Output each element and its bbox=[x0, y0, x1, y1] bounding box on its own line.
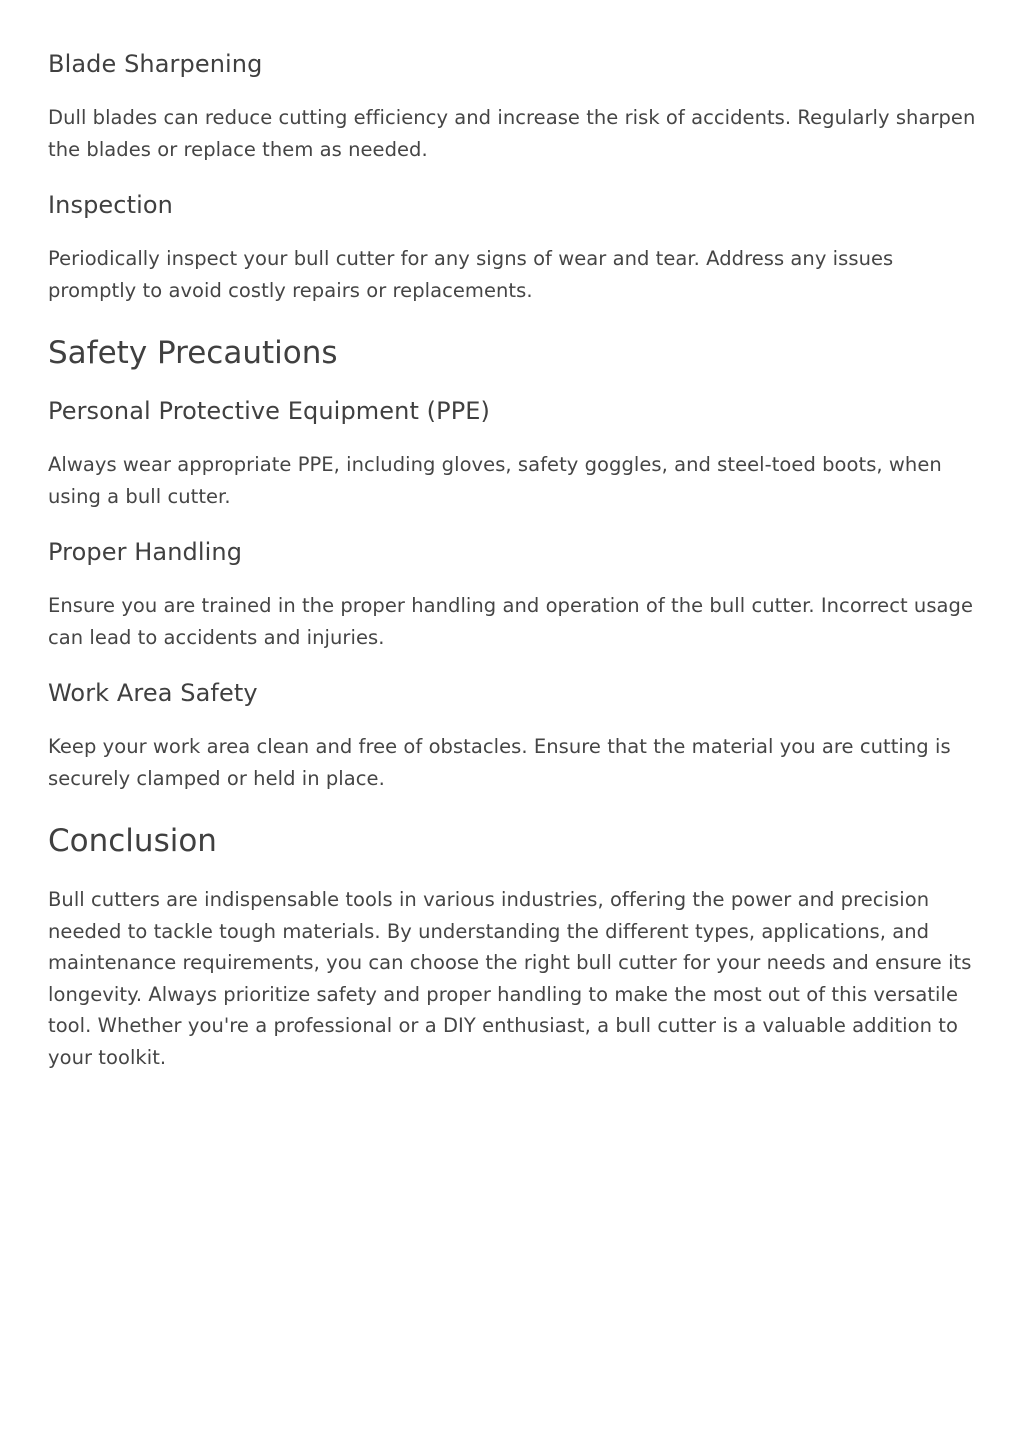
ppe-heading: Personal Protective Equipment (PPE) bbox=[48, 397, 491, 425]
proper-handling-text: Ensure you are trained in the proper handling and operation of the bull cutter. Incorrect usage can lead to accidents and injuries. bbox=[48, 594, 974, 649]
inspection-text: Periodically inspect your bull cutter for any signs of wear and tear. Address any issues promptly to avoid costly repairs or replacements. bbox=[48, 247, 894, 302]
inspection-heading: Inspection bbox=[48, 191, 173, 219]
proper-handling-heading: Proper Handling bbox=[48, 538, 243, 566]
blade-sharpening-text: Dull blades can reduce cutting efficiency and increase the risk of accidents. Regularly sharpen the blades or replace them as needed. bbox=[48, 106, 976, 161]
ppe-text: Always wear appropriate PPE, including gloves, safety goggles, and steel-toed boots, when using a bull cutter. bbox=[48, 453, 942, 508]
work-area-safety-heading: Work Area Safety bbox=[48, 679, 258, 707]
conclusion-text: Bull cutters are indispensable tools in various industries, offering the power and precision needed to tackle tough materials. By understanding the different types, applications, and maintenance requirements, you can choose the right bull cutter for your needs and ensure its longevity. Always prioritize safety and proper handling to make the most out of this versatile tool. Whether you're a professional or a DIY enthusiast, a bull cutter is a valuable addition to your toolkit. bbox=[48, 888, 972, 1069]
work-area-safety-text: Keep your work area clean and free of obstacles. Ensure that the material you are cutting is securely clamped or held in place. bbox=[48, 735, 951, 790]
conclusion-heading: Conclusion bbox=[48, 823, 217, 859]
safety-precautions-heading: Safety Precautions bbox=[48, 335, 338, 371]
blade-sharpening-heading: Blade Sharpening bbox=[48, 50, 263, 78]
